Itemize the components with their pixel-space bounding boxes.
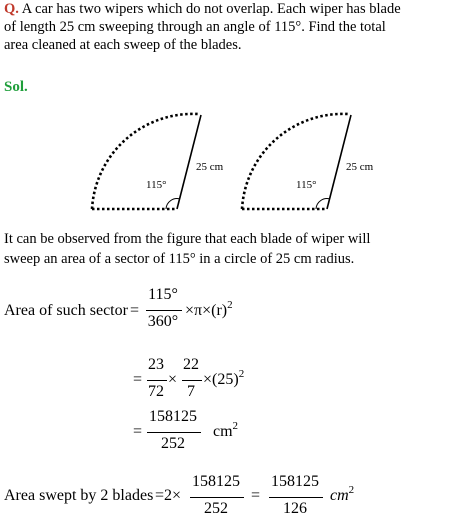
- step2-exponent: 2: [238, 368, 245, 380]
- step3-unit: [213, 420, 239, 441]
- step2-numerator-2: 22: [183, 356, 199, 373]
- explanation-line-1: It can be observed from the figure that each blade of wiper will: [4, 231, 371, 247]
- final-fraction-bar-2: [269, 497, 323, 498]
- step2-denominator-1: 72: [148, 383, 164, 400]
- step1-rest-text: ×π×(r): [185, 302, 228, 319]
- sector-right: [242, 114, 374, 209]
- question-line-3: area cleaned at each sweep of the blades.: [4, 37, 242, 53]
- final-exponent: 2: [348, 484, 355, 496]
- sector-right-radius-label: 25 cm: [346, 161, 374, 173]
- question-line-1: A car has two wipers which do not overlap. Each wiper has blade: [18, 1, 401, 17]
- sector-left-angle-label: 115°: [146, 179, 167, 191]
- question-line-2: of length 25 cm sweeping through an angle of 115°. Find the total: [4, 19, 386, 35]
- final-unit: [330, 484, 355, 505]
- sector-right-angle-label: 115°: [296, 179, 317, 191]
- step3-denominator: 252: [161, 435, 185, 452]
- area-label: Area of such sector: [4, 302, 128, 319]
- step1-equals: =: [130, 302, 140, 319]
- sector-right-arc: [242, 114, 348, 209]
- step1-denominator: 360°: [147, 313, 179, 330]
- step3-exponent: 2: [232, 420, 239, 432]
- sector-left: [92, 114, 224, 209]
- step3-equals: =: [133, 423, 143, 440]
- step3-unit-text: cm: [213, 423, 233, 440]
- final-denominator-1: 252: [204, 500, 228, 517]
- step1-fraction-bar: [146, 310, 182, 311]
- step2-rest: [203, 368, 245, 389]
- step3-fraction-bar: [147, 432, 201, 433]
- step2-denominator-2: 7: [187, 383, 195, 400]
- explanation-line-2: sweep an area of a sector of 115° in a circle of 25 cm radius.: [4, 251, 355, 267]
- final-equals: =: [251, 487, 261, 504]
- solution-label: Sol.: [4, 79, 28, 95]
- final-label: Area swept by 2 blades: [4, 487, 154, 504]
- final-fraction-bar-1: [190, 497, 244, 498]
- step1-exponent: 2: [227, 299, 233, 311]
- final-denominator-2: 126: [283, 500, 307, 517]
- sector-left-arc: [92, 114, 198, 209]
- step2-fraction-bar-1: [147, 380, 167, 381]
- final-multiplier: =2×: [155, 487, 182, 504]
- sector-left-radius-label: 25 cm: [196, 161, 224, 173]
- step1-numerator: 115°: [148, 286, 178, 303]
- question-label: Q.: [4, 1, 19, 17]
- explanation-text: [4, 229, 452, 269]
- step2-fraction-bar-2: [182, 380, 202, 381]
- step2-times: ×: [168, 371, 178, 388]
- step2-numerator-1: 23: [148, 356, 164, 373]
- final-numerator-2: 158125: [271, 473, 319, 490]
- wiper-sectors-figure: [60, 108, 400, 218]
- final-numerator-1: 158125: [192, 473, 240, 490]
- step2-rest-text: ×(25): [203, 371, 239, 388]
- step2-equals: =: [133, 371, 143, 388]
- final-unit-text: cm: [330, 487, 349, 504]
- step3-numerator: 158125: [149, 408, 197, 425]
- step1-rest: [185, 299, 233, 320]
- question-text: [4, 0, 452, 54]
